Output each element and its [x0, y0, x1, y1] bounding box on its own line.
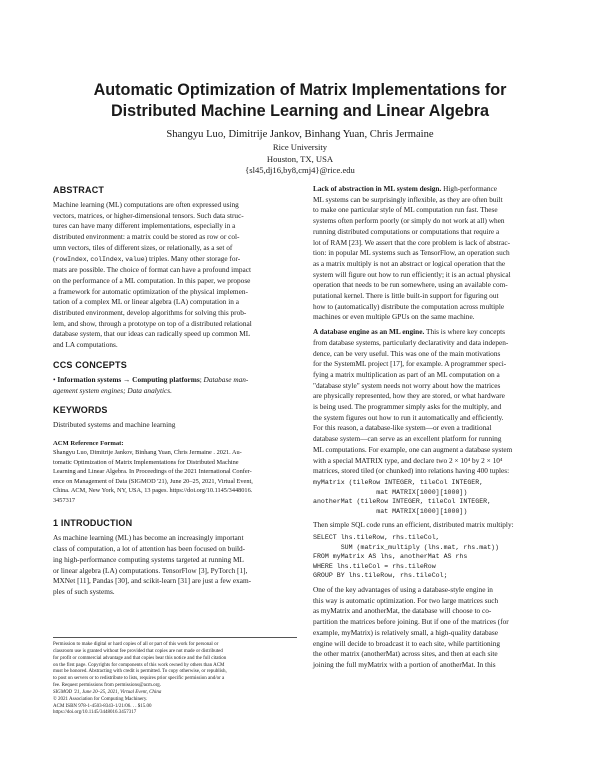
- para-line: lot of RAM [23]. We assert that the core problem is lack of abstrac-: [313, 237, 511, 247]
- para-line: partition the matrices before joining. But if one of the matrices (for: [313, 617, 509, 627]
- code-line: anotherMat (tileRow INTEGER, tileCol INTEGER,: [313, 498, 492, 506]
- footnote-rule: [53, 637, 297, 638]
- title-line: Automatic Optimization of Matrix Implementations for: [93, 81, 507, 99]
- para-line: running distributed computations or computations that require a: [313, 226, 500, 236]
- reference-line: 3457317: [53, 496, 76, 504]
- para-line: Lack of abstraction in ML system design. High-performance: [313, 184, 498, 193]
- footnote-line: ACM ISBN 978-1-4503-8343-1/21/06. . . $15.00: [53, 703, 152, 709]
- abstract-line: tures can have many different implementations, especially in a: [53, 221, 236, 231]
- para-line: as myMatrix and anotherMat, the database will choose to co-: [313, 606, 492, 616]
- para-line: systems often perform poorly (or simply do not work at all) when: [313, 216, 505, 226]
- abstract-body: [53, 200, 297, 351]
- abstract-line: tation of a complex ML or linear algebra (LA) computation in a: [53, 297, 239, 307]
- para-line: "database style" system needs not worry about how the matrices: [313, 380, 501, 390]
- para-line: the system figures out how to run it automatically and efficiently.: [313, 412, 504, 422]
- para-line: ML systems can be surprisingly inflexible, as they are often built: [313, 194, 503, 204]
- para-line: for the SystemML project [17], for example. A programmer speci-: [313, 359, 507, 369]
- reference-line: Learning and Linear Algebra. In Proceedings of the 2021 International Confer-: [53, 468, 252, 476]
- paper-title: [60, 80, 540, 122]
- code-line: SELECT lhs.tileRow, rhs.tileCol,: [313, 534, 440, 542]
- sql-query-code: [313, 533, 557, 581]
- footnote-line: © 2021 Association for Computing Machinery.: [53, 696, 148, 702]
- footnote-line: to post on servers or to redistribute to lists, requires prior specific permission and/or a: [53, 676, 225, 682]
- para-line: matrices, stored tiled (or chunked) into relations having 400 tuples:: [313, 466, 510, 476]
- intro-line: MXNet [11], Pandas [30], and scikit-learn [31] are just a few exam-: [53, 576, 252, 586]
- abstract-line: Machine learning (ML) computations are often expressed using: [53, 200, 239, 209]
- abstract-line-triples: (rowIndex, colIndex, value) triples. Many other storage for-: [53, 253, 241, 263]
- para-line: operation that needs to be run somewhere, using an available com-: [313, 280, 508, 290]
- para-line: example, myMatrix) is relatively small, a high-quality database: [313, 627, 499, 637]
- para-line: machines or even multiple GPUs on the same machine.: [313, 312, 475, 322]
- intro-line: or linear algebra (LA) computations. TensorFlow [3], PyTorch [1],: [53, 565, 248, 575]
- title-line: Distributed Machine Learning and Linear Algebra: [110, 102, 490, 120]
- ccs-line: agement system engines; Data analytics.: [53, 385, 172, 395]
- institution: Rice University: [272, 142, 328, 152]
- reference-line: Shangyu Luo, Dimitrije Jankov, Binhang Yuan, Chris Jermaine . 2021. Au-: [53, 449, 242, 457]
- code-line: mat MATRIX[1000][1000]): [313, 488, 468, 496]
- abstract-line: on the performance of a ML computation. In this paper, we propose: [53, 275, 251, 285]
- author-list: Shangyu Luo, Dimitrije Jankov, Binhang Yuan, Chris Jermaine: [166, 129, 434, 140]
- para-line: engine will decide to broadcast it to each site, while partitioning: [313, 638, 501, 648]
- abstract-line: distributed environment, develop algorithms for solving this prob-: [53, 308, 247, 318]
- affiliation: [60, 142, 540, 177]
- footnote-line: Permission to make digital or hard copies of all or part of this work for personal or: [53, 642, 219, 647]
- para-line: to make one particular style of ML computation run fast. These: [313, 205, 498, 215]
- footnote-line: fee. Request permissions from permissions@acm.org.: [53, 683, 161, 689]
- abstract-line: database system, that our ideas can radically speed up common ML: [53, 329, 251, 339]
- para-line: system will figure out how to run efficiently; it is an actual physical: [313, 269, 511, 279]
- emails: {sl45,dj16,by8,cmj4}@rice.edu: [245, 165, 355, 176]
- right-column: [313, 184, 557, 671]
- para-line: joining the full myMatrix with a portion of anotherMat. In this: [313, 659, 496, 669]
- footnote-line: for profit or commercial advantage and that copies bear this notice and the full citation: [53, 655, 227, 661]
- intro-line: class of computation, a lot of attention has been focused on build-: [53, 544, 246, 554]
- para-line: this way is automatic optimization. For two large matrices such: [313, 595, 499, 605]
- abstract-line: and LA computations.: [53, 340, 118, 350]
- keywords-text: Distributed systems and machine learning: [53, 420, 176, 430]
- reference-line: tomatic Optimization of Matrix Implementations for Distributed Machine: [53, 458, 239, 466]
- footnote-doi[interactable]: https://doi.org/10.1145/3448016.3457317: [53, 710, 137, 716]
- footnote-line: on the first page. Copyrights for components of this work owned by others than ACM: [53, 662, 225, 668]
- keywords-heading: KEYWORDS: [53, 405, 108, 416]
- para-line: tion: in popular ML systems such as TensorFlow, an operation such: [313, 248, 510, 258]
- abstract-line: distributed environment: a matrix could be stored as row or col-: [53, 232, 240, 242]
- intro-heading: 1 INTRODUCTION: [53, 518, 133, 529]
- location: Houston, TX, USA: [266, 153, 334, 164]
- abstract-line: umn vectors, tiles of different sizes, or relationally, as a set of: [53, 242, 233, 252]
- code-line: FROM myMatrix AS lhs, anotherMat AS rhs: [313, 553, 468, 561]
- para-line: dence, can be very useful. This was one of the main motivations: [313, 348, 501, 358]
- para-line: how to (automatically) distribute the computation across multiple: [313, 301, 505, 311]
- ccs-term: Information systems → Computing platforms: [57, 374, 200, 384]
- abstract-line: lem, and show, through a prototype on top of a distributed relational: [53, 318, 252, 328]
- footnote-line: classroom use is granted without fee provided that copies are not made or distributed: [53, 648, 223, 654]
- code-line: SUM (matrix_multiply (lhs.mat, rhs.mat)): [313, 543, 499, 551]
- para-line: putational kernel. There is little built-in support for figuring out: [313, 291, 499, 301]
- ccs-heading: CCS CONCEPTS: [53, 359, 127, 370]
- para-line: the other matrix (anotherMat) across sites, and then at each site: [313, 649, 498, 659]
- para-line: A database engine as an ML engine. This is where key concepts: [313, 327, 506, 337]
- para-line: ML computations. For example, one can augment a database system: [313, 444, 513, 454]
- para-line: Then simple SQL code runs an efficient, distributed matrix multiply:: [313, 520, 514, 530]
- ccs-line: • Information systems → Computing platforms; Database man-: [53, 374, 249, 384]
- para-line: from database systems, particularly declarativity and data indepen-: [313, 337, 509, 347]
- reference-line: China. ACM, New York, NY, USA, 13 pages. https://doi.org/10.1145/3448016.: [53, 487, 253, 495]
- permission-footnote: [53, 637, 297, 717]
- para-line: For this reason, a database-like system—or even a traditional: [313, 423, 492, 433]
- table-declaration-code: [313, 478, 557, 516]
- para-line: database system—can serve as an excellent platform for running: [313, 434, 502, 444]
- code-line: GROUP BY lhs.tileRow, rhs.tileCol;: [313, 572, 448, 580]
- footnote-line: must be honored. Abstracting with credit is permitted. To copy otherwise, or republish,: [53, 669, 227, 675]
- intro-line: ples of such systems.: [53, 586, 115, 596]
- footnote-line: SIGMOD '21, June 20–25, 2021, Virtual Event, China: [53, 689, 162, 695]
- reference-label: ACM Reference Format:: [53, 439, 124, 447]
- intro-line: ing high-performance computing systems targeted at running ML: [53, 554, 244, 564]
- abstract-line: mats are possible. The choice of format can have a profound impact: [53, 265, 252, 275]
- abstract-line: a framework for automatic optimization of the physical implemen-: [53, 286, 248, 296]
- para-lead: Lack of abstraction in ML system design.: [313, 184, 442, 193]
- para-line: fying a matrix multiplication as part of an ML computation on a: [313, 369, 500, 379]
- para-line: with a special MATRIX type, and declare two 2 × 10⁴ by 2 × 10⁴: [313, 455, 503, 465]
- intro-line: As machine learning (ML) has become an increasingly important: [53, 533, 244, 543]
- code-line: WHERE lhs.tileCol = rhs.tileRow: [313, 562, 436, 570]
- left-column: [53, 184, 297, 598]
- para-line: One of the key advantages of using a database-style engine in: [313, 585, 493, 595]
- para-line: as a matrix multiply is not an abstract or logical operation that the: [313, 258, 506, 268]
- para-lead: A database engine as an ML engine.: [313, 327, 425, 337]
- code-line: myMatrix (tileRow INTEGER, tileCol INTEGER,: [313, 478, 484, 486]
- code-line: mat MATRIX[1000][1000]): [313, 507, 468, 515]
- abstract-line: vectors, matrices, or higher-dimensional tensors. Such data struc-: [53, 210, 244, 220]
- reference-line: ence on Management of Data (SIGMOD '21), June 20–25, 2021, Virtual Event,: [53, 477, 253, 485]
- para-line: are physically represented, how they are stored, or what hardware: [313, 391, 505, 401]
- para-line: is being used. The programmer simply asks for the multiply, and: [313, 402, 502, 412]
- abstract-heading: ABSTRACT: [53, 185, 105, 195]
